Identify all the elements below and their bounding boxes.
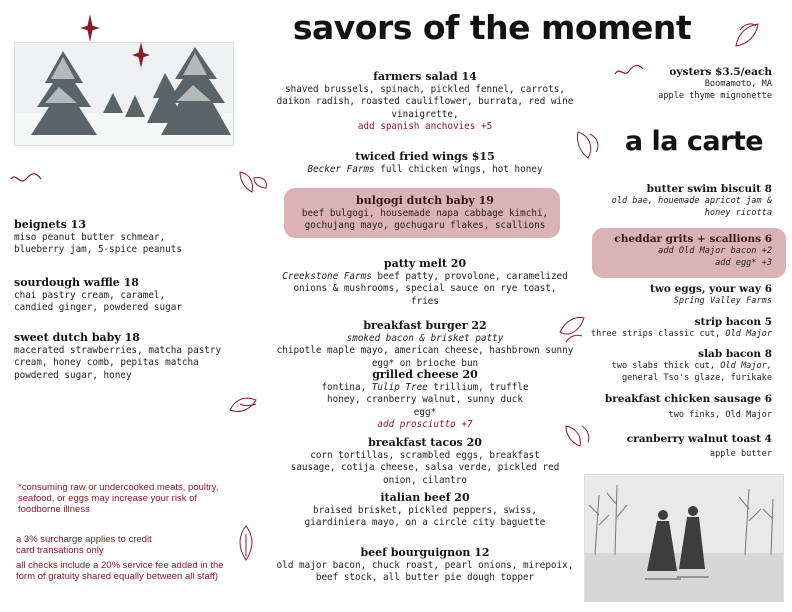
page-title: savors of the moment bbox=[292, 8, 692, 47]
winter-trees-image bbox=[14, 42, 234, 146]
menu-item bbox=[580, 183, 772, 219]
service-fee-notice: all checks include a 20% service fee added in the form of gratuity shared equally between all staff) bbox=[16, 560, 224, 582]
leaf-icon bbox=[236, 168, 270, 196]
item-desc: macerated strawberries, matcha pastry cream, honey comb, pepitas matcha powdered sugar, honey bbox=[14, 345, 222, 381]
item-name: strip bacon 5 bbox=[694, 316, 772, 328]
item-desc: chai pastry cream, caramel, candied ginger, powdered sugar bbox=[14, 290, 182, 314]
menu-item bbox=[270, 319, 580, 370]
item-name: oysters $3.5/each bbox=[669, 66, 772, 78]
menu-item bbox=[270, 150, 580, 176]
item-name: two eggs, your way 6 bbox=[650, 283, 772, 295]
item-name: slab bacon 8 bbox=[698, 348, 772, 360]
item-name: grilled cheese 20 bbox=[372, 368, 478, 381]
menu-item bbox=[580, 393, 772, 422]
menu-item-featured bbox=[580, 233, 772, 269]
item-name: beignets 13 bbox=[14, 218, 86, 231]
item-name: twiced fried wings $15 bbox=[355, 150, 495, 163]
item-name: sourdough waffle 18 bbox=[14, 276, 139, 289]
item-addon: add spanish anchovies +5 bbox=[357, 120, 493, 132]
menu-item-featured bbox=[270, 194, 580, 233]
item-desc: apple butter bbox=[709, 449, 772, 459]
surcharge-notice: a 3% surcharge applies to credit card transations only bbox=[16, 534, 152, 556]
item-desc: two finks, Old Major bbox=[668, 410, 772, 420]
item-desc: Boomamoto, MA bbox=[704, 79, 772, 89]
item-name: italian beef 20 bbox=[380, 491, 470, 504]
section-title: a la carte bbox=[624, 126, 764, 157]
menu-item bbox=[580, 348, 772, 384]
menu-item bbox=[580, 433, 772, 461]
menu-item bbox=[14, 218, 244, 257]
skaters-image bbox=[584, 474, 784, 602]
item-desc: beef bulgogi, housemade napa cabbage kimchi, gochujang mayo, gochugaru flakes, scallions bbox=[301, 208, 549, 232]
item-addon: add prosciutto +7 bbox=[377, 418, 473, 430]
leaf-icon bbox=[226, 392, 262, 418]
item-name: cheddar grits + scallions 6 bbox=[614, 233, 772, 245]
item-name: beef bourguignon 12 bbox=[360, 546, 490, 559]
item-name: breakfast tacos 20 bbox=[368, 436, 482, 449]
star-icon bbox=[132, 42, 150, 68]
item-desc: miso peanut butter schmear, blueberry jam, 5-spice peanuts bbox=[14, 232, 182, 256]
squiggle-icon bbox=[10, 172, 42, 186]
menu-item bbox=[14, 331, 244, 382]
menu-item bbox=[14, 276, 244, 315]
item-desc: three strips classic cut, Old Major bbox=[590, 329, 772, 339]
item-desc: shaved brussels, spinach, pickled fennel, carrots, daikon radish, roasted cauliflower, burrata, red wine vinaigrette, bbox=[276, 84, 574, 120]
item-desc: chipotle maple mayo, american cheese, hashbrown sunny egg* on brioche bun bbox=[276, 345, 574, 369]
leaf-icon bbox=[730, 20, 764, 50]
raw-food-notice: *consuming raw or undercooked meats, poultry, seafood, or eggs may increase your risk of foodborne illness bbox=[18, 482, 219, 515]
item-desc: Becker Farms full chicken wings, hot honey bbox=[307, 164, 543, 175]
item-desc: corn tortillas, scrambled eggs, breakfast sausage, cotija cheese, salsa verde, pickled red onion, cilantro bbox=[290, 450, 560, 486]
item-desc: two slabs thick cut, Old Major, bbox=[611, 361, 772, 371]
star-icon bbox=[80, 14, 100, 42]
item-name: breakfast chicken sausage 6 bbox=[604, 393, 772, 405]
item-name: sweet dutch baby 18 bbox=[14, 331, 140, 344]
item-desc: smoked bacon & brisket patty bbox=[346, 333, 504, 344]
menu-item bbox=[270, 436, 580, 487]
leaf-icon bbox=[232, 524, 260, 564]
item-name: farmers salad 14 bbox=[373, 70, 477, 83]
item-name: butter swim biscuit 8 bbox=[646, 183, 772, 195]
item-addon: add Old Major bacon +2 bbox=[658, 246, 772, 256]
menu-item bbox=[560, 316, 772, 341]
item-desc: Creekstone Farms beef patty, provolone, caramelized onions & mushrooms, special sauce on rye toast, fries bbox=[282, 271, 568, 307]
item-desc: old bae, houemade apricot jam & honey ricotta bbox=[611, 196, 772, 218]
item-desc: braised brisket, pickled peppers, swiss, giardiniera mayo, on a circle city baguette bbox=[304, 505, 546, 529]
menu-item bbox=[270, 70, 580, 133]
item-addon: add egg* +3 bbox=[715, 257, 772, 268]
item-desc: old major bacon, chuck roast, pearl onions, mirepoix, beef stock, all butter pie dough topper bbox=[276, 560, 574, 584]
item-desc: apple thyme mignonette bbox=[658, 90, 772, 101]
oysters-item bbox=[612, 66, 772, 102]
item-desc: Spring Valley Farms bbox=[673, 296, 772, 306]
menu-item bbox=[270, 368, 580, 431]
menu-item bbox=[580, 283, 772, 308]
item-name: patty melt 20 bbox=[383, 257, 467, 270]
menu-item bbox=[270, 491, 580, 530]
item-name: cranberry walnut toast 4 bbox=[626, 433, 772, 445]
item-desc: fontina, Tulip Tree trillium, truffle honey, cranberry walnut, sunny duck egg* bbox=[321, 382, 529, 418]
menu-item bbox=[270, 257, 580, 308]
item-name: breakfast burger 22 bbox=[363, 319, 487, 332]
item-desc: general Tso's glaze, furikake bbox=[621, 372, 772, 383]
menu-item bbox=[270, 546, 580, 585]
item-name: bulgogi dutch baby 19 bbox=[356, 194, 494, 207]
